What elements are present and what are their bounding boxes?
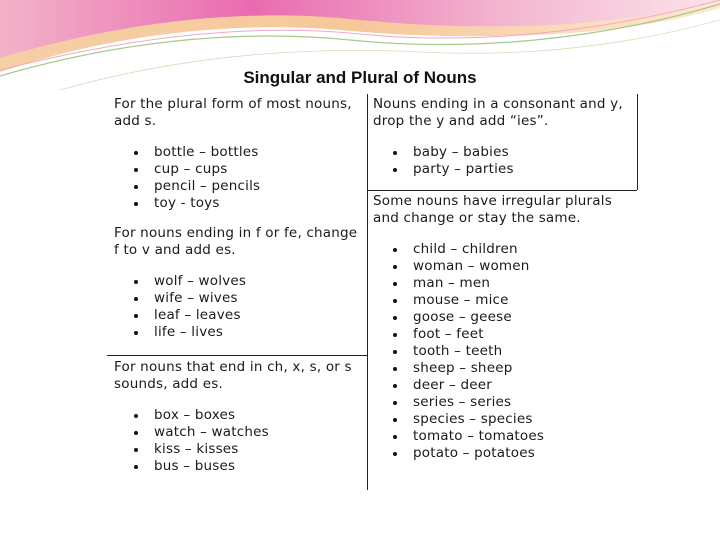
- rule-text: Some nouns have irregular plurals and change or stay the same.: [373, 193, 612, 226]
- list-item: kiss – kisses: [114, 441, 364, 458]
- right-top-cell: [373, 96, 635, 178]
- list-item: pencil – pencils: [114, 178, 364, 195]
- page-title: Singular and Plural of Nouns: [243, 68, 477, 87]
- list-item: tomato – tomatoes: [373, 428, 635, 445]
- list-item: cup – cups: [114, 161, 364, 178]
- list-item: deer – deer: [373, 377, 635, 394]
- left-row-divider: [107, 355, 367, 356]
- list-item: sheep – sheep: [373, 360, 635, 377]
- list-item: mouse – mice: [373, 292, 635, 309]
- list-item: series – series: [373, 394, 635, 411]
- example-list: [373, 144, 635, 178]
- list-item: man – men: [373, 275, 635, 292]
- list-item: tooth – teeth: [373, 343, 635, 360]
- list-item: woman – women: [373, 258, 635, 275]
- list-item: species – species: [373, 411, 635, 428]
- column-divider: [367, 94, 368, 490]
- rule-text: Nouns ending in a consonant and y, drop the y and add “ies”.: [373, 96, 623, 129]
- right-bottom-cell: [373, 193, 635, 462]
- left-top-cell: [114, 96, 364, 341]
- list-item: box – boxes: [114, 407, 364, 424]
- right-edge: [637, 94, 638, 190]
- list-item: bottle – bottles: [114, 144, 364, 161]
- list-item: foot – feet: [373, 326, 635, 343]
- list-item: potato – potatoes: [373, 445, 635, 462]
- list-item: goose – geese: [373, 309, 635, 326]
- list-item: toy - toys: [114, 195, 364, 212]
- list-item: bus – buses: [114, 458, 364, 475]
- list-item: watch – watches: [114, 424, 364, 441]
- list-item: baby – babies: [373, 144, 635, 161]
- list-item: wife – wives: [114, 290, 364, 307]
- right-row-divider: [367, 190, 637, 191]
- list-item: leaf – leaves: [114, 307, 364, 324]
- list-item: child – children: [373, 241, 635, 258]
- rule-text: For the plural form of most nouns, add s.: [114, 96, 352, 129]
- example-list: [114, 273, 364, 341]
- left-bottom-cell: [114, 359, 364, 475]
- list-item: life – lives: [114, 324, 364, 341]
- list-item: party – parties: [373, 161, 635, 178]
- example-list: [373, 241, 635, 462]
- example-list: [114, 407, 364, 475]
- example-list: [114, 144, 364, 212]
- list-item: wolf – wolves: [114, 273, 364, 290]
- rule-text: For nouns that end in ch, x, s, or s sounds, add es.: [114, 359, 352, 392]
- rule-text: For nouns ending in f or fe, change f to v and add es.: [114, 225, 358, 258]
